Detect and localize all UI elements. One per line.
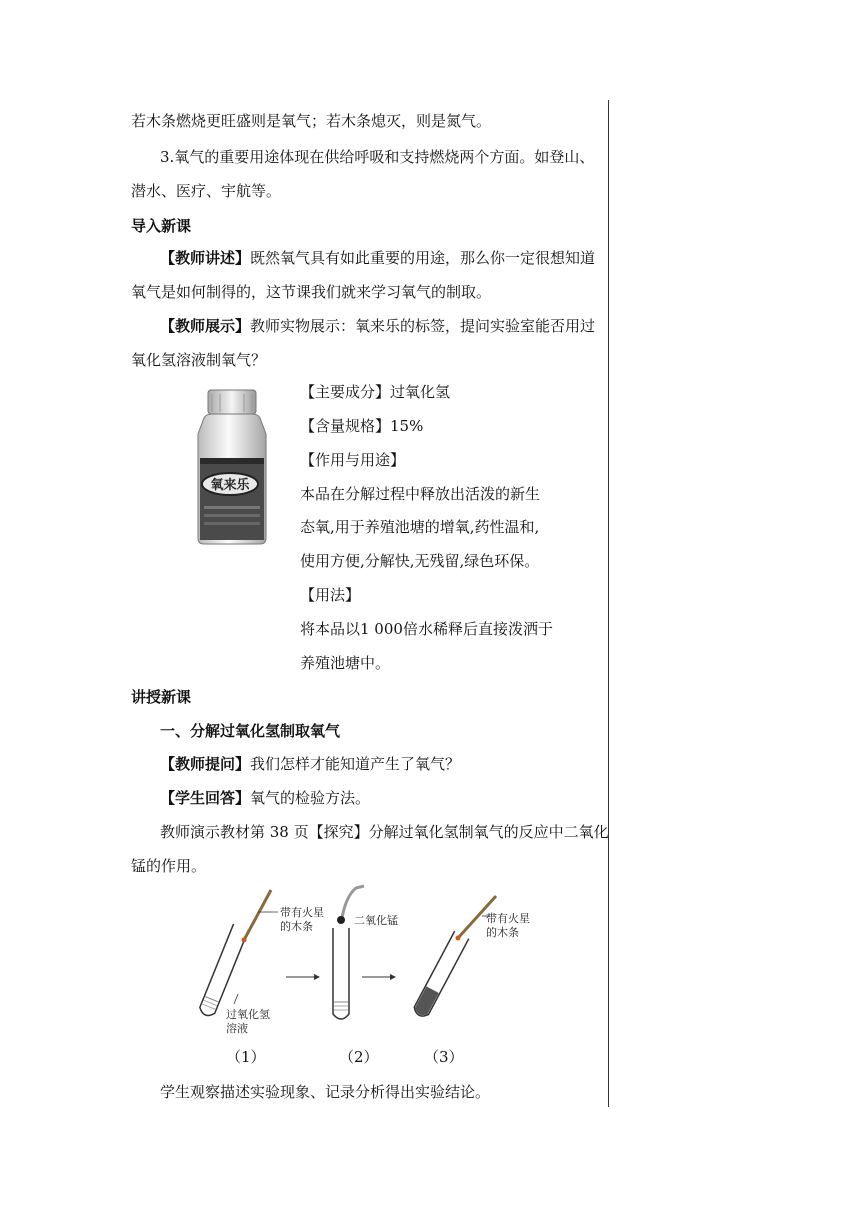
student-answer-text: 氧气的检验方法。 [250,789,371,807]
teacher-narrate-a [160,248,595,268]
teacher-show-tag: 【教师展示】 [160,317,251,335]
label-ingredient: 【主要成分】过氧化氢 [300,383,451,401]
step-label-1: （1） [226,1048,266,1066]
product-bottle-image [190,388,274,548]
label-spec: 【含量规格】15% [300,417,424,435]
splint-label-1a: 带有火星 [280,906,324,919]
para-2a: 3.氧气的重要用途体现在供给呼吸和支持燃烧两个方面。如登山、 [160,148,595,166]
test-tube-1 [198,924,248,1018]
bottle-brand-text: 氧来乐 [210,478,250,493]
teacher-show-b: 氧化氢溶液制氧气？ [131,351,267,369]
wooden-splint-1 [244,890,271,940]
splint-label-1b: 的木条 [280,920,313,933]
label-method-1: 将本品以1 000倍水稀释后直接泼洒于 [300,620,553,638]
test-tube-3 [412,931,469,1019]
section-lecture: 讲授新课 [131,688,192,706]
step-label-3: （3） [424,1048,464,1066]
teacher-ask [160,754,460,774]
h2o2-label-1: 过氧化氢 [226,1008,270,1021]
teacher-ask-tag: 【教师提问】 [160,755,251,773]
teacher-narrate-text: 既然氧气具有如此重要的用途，那么你一定很想知道 [250,249,596,267]
column-divider [608,100,609,1107]
mno2-label: 二氧化锰 [354,914,398,927]
label-method-title: 【用法】 [300,586,361,604]
step-label-2: （2） [339,1048,379,1066]
teacher-ask-text: 我们怎样才能知道产生了氧气？ [250,755,461,773]
demo-a: 教师演示教材第 38 页【探究】分解过氧化氢制氧气的反应中二氧化 [160,823,609,841]
student-answer-tag: 【学生回答】 [160,789,251,807]
conclusion: 学生观察描述实验现象、记录分析得出实验结论。 [160,1083,491,1101]
label-use-2: 态氧,用于养殖池塘的增氧,药性温和, [300,518,540,536]
section-intro: 导入新课 [131,217,192,235]
label-use-3: 使用方便,分解快,无残留,绿色环保。 [300,552,540,570]
label-use-title: 【作用与用途】 [300,451,406,469]
label-use-1: 本品在分解过程中释放出活泼的新生 [300,485,541,503]
teacher-show-a [160,316,595,336]
para-2b: 潜水、医疗、宇航等。 [131,182,282,200]
para-1: 若木条燃烧更旺盛则是氧气；若木条熄灭，则是氮气。 [131,112,492,130]
splint-label-3a: 带有火星 [486,912,530,925]
h2o2-label-2: 溶液 [226,1022,248,1034]
splint-label-3b: 的木条 [486,926,519,939]
student-answer [160,788,370,808]
spark-1 [242,938,247,943]
label-method-2: 养殖池塘中。 [300,654,391,672]
mno2-powder [337,916,345,924]
teacher-narrate-b: 氧气是如何制得的，这节课我们就来学习氧气的制取。 [131,283,492,301]
teacher-narrate-tag: 【教师讲述】 [160,249,251,267]
experiment-diagram [196,884,556,1034]
demo-b: 锰的作用。 [131,857,207,875]
spark-3 [456,936,461,941]
test-tube-2 [333,928,349,1019]
section-decompose: 一、分解过氧化氢制取氧气 [160,722,341,740]
teacher-show-text: 教师实物展示：氧来乐的标签，提问实验室能否用过 [250,317,596,335]
